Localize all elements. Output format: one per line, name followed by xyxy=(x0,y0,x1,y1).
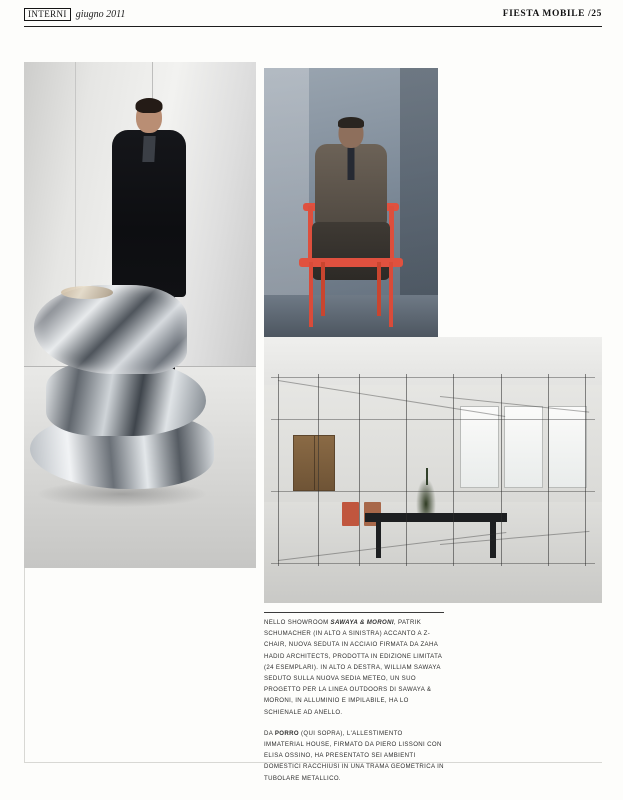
seated-figure-tie xyxy=(348,146,355,180)
window-3 xyxy=(548,406,587,488)
caption-porro xyxy=(264,728,444,784)
interior-table-leg-left xyxy=(376,521,381,558)
photo-patrik-schumacher-with-z-chair xyxy=(24,62,256,568)
caption-sawaya-moroni xyxy=(264,617,444,718)
grid-line-horizontal-1 xyxy=(271,377,595,378)
interior-chair-1 xyxy=(342,502,359,526)
grid-line-vertical-1 xyxy=(278,374,279,566)
interior-table-top xyxy=(365,513,507,522)
caption-text-lead: NELLO SHOWROOM xyxy=(264,619,331,626)
running-head-left xyxy=(24,8,125,21)
meteo-chair-leg-front-left xyxy=(309,262,313,327)
meteo-chair-leg-rear-right xyxy=(377,262,381,316)
grid-line-vertical-5 xyxy=(453,374,454,566)
meteo-chair-leg-front-right xyxy=(389,262,393,327)
photo-porro-immaterial-house-installation xyxy=(264,337,602,603)
magazine-logo: INTERNI xyxy=(24,8,71,21)
meteo-chair-seat xyxy=(299,258,403,267)
grid-line-vertical-3 xyxy=(359,374,360,566)
seated-figure-hair xyxy=(338,117,364,128)
grid-line-vertical-2 xyxy=(318,374,319,566)
figure-shirt xyxy=(143,136,156,162)
z-chair-object xyxy=(26,285,222,508)
window-1 xyxy=(460,406,499,488)
grid-line-horizontal-3 xyxy=(271,491,595,492)
caption-porro-lead: DA xyxy=(264,729,275,737)
interior-plant xyxy=(416,478,436,515)
z-chair-highlight xyxy=(61,286,113,299)
figure-hair xyxy=(136,98,163,113)
caption-block xyxy=(264,612,444,794)
portrait-floor xyxy=(264,295,438,338)
window-2 xyxy=(504,406,543,488)
meteo-chair-leg-rear-left xyxy=(321,262,325,316)
caption-porro-body: (QUI SOPRA), L'ALLESTIMENTO IMMATERIAL HOUSE, FIRMATO DA PIERO LISSONI CON ELISA OSSINO, HA PRESENTATO SEI AMBIENTI DOMESTICI RACCHIUSI IN UNA TRAMA GEOMETRICA IN TUBOLARE METALLICO. xyxy=(264,729,444,782)
grid-line-horizontal-2 xyxy=(271,419,595,420)
issue-date: giugno 2011 xyxy=(75,9,126,20)
grid-line-vertical-4 xyxy=(406,374,407,566)
grid-line-vertical-8 xyxy=(585,374,586,566)
caption-brand-porro: PORRO xyxy=(274,729,299,737)
photo-william-sawaya-on-meteo-chair xyxy=(264,68,438,338)
caption-brand-sawaya-moroni: SAWAYA & MORONI xyxy=(330,619,394,626)
z-chair-seat xyxy=(34,285,187,374)
wood-cabinet xyxy=(293,435,336,490)
section-folio xyxy=(503,9,602,19)
page-number: 25 xyxy=(591,9,602,19)
running-head xyxy=(24,8,602,27)
caption-rule xyxy=(264,612,444,613)
section-title: FIESTA MOBILE / xyxy=(502,9,592,19)
grid-line-vertical-7 xyxy=(548,374,549,566)
grid-line-horizontal-4 xyxy=(271,563,595,564)
caption-text-body: , PATRIK SCHUMACHER (IN ALTO A SINISTRA) ACCANTO A Z-CHAIR, NUOVA SEDUTA IN ACCIAIO FIRMATA DA ZAHA HADID ARCHITECTS, PRODOTTA IN EDIZIONE LIMITATA (24 ESEMPLARI). IN ALTO A DESTRA, WILLIAM SAWAYA SEDUTO SULLA NUOVA SEDIA METEO, UN SUO PROGETTO PER LA LINEA OUTDOORS DI SAWAYA & MORONI, IN ALLUMINIO E IMPILABILE, HA LO SCHIENALE AD ANELLO. xyxy=(264,619,442,716)
